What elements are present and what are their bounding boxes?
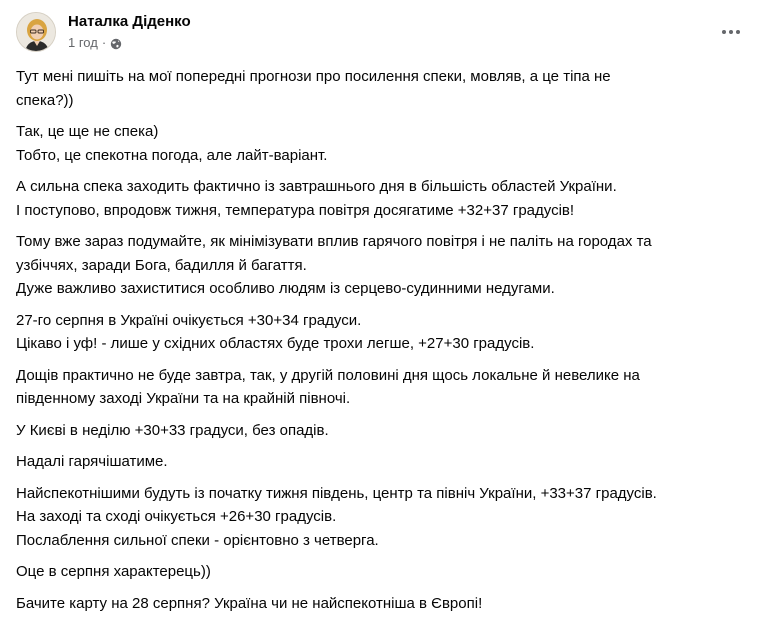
post-paragraph xyxy=(16,309,745,356)
post-line: У Києві в неділю +30+33 градуси, без опадів. xyxy=(16,421,329,439)
post-paragraph xyxy=(16,175,745,222)
post-paragraph xyxy=(16,482,745,553)
post-line: Надалі гарячішатиме. xyxy=(16,453,168,470)
post-line: південному заході України та на крайній півночі. xyxy=(16,390,351,407)
post-line: На заході та сході очікується +26+30 градусів. xyxy=(16,508,337,525)
post-line: спека?)) xyxy=(16,91,74,109)
meta-separator: · xyxy=(101,35,107,50)
more-options-button[interactable] xyxy=(717,18,745,46)
post-line: І поступово, впродовж тижня, температура повітря досягатиме +32+37 градусів! xyxy=(16,201,575,219)
post-line: Послаблення сильної спеки - орієнтовно з четверга. xyxy=(16,531,379,549)
post-line: 27-го серпня в Україні очікується +30+34 градуси. xyxy=(16,311,362,329)
author-name[interactable]: Наталка Діденко xyxy=(68,13,191,30)
post-paragraph xyxy=(16,560,745,584)
post-line: Цікаво і уф! - лише у східних областях буде трохи легше, +27+30 градусів. xyxy=(16,335,535,352)
post-header xyxy=(16,12,745,56)
post-line: Тут мені пишіть на мої попередні прогнози про посилення спеки, мовляв, а це тіпа не xyxy=(16,68,611,85)
post-line: Тобто, це спекотна погода, але лайт-варіант. xyxy=(16,146,328,164)
avatar-photo xyxy=(17,13,56,52)
post-line: Найспекотнішими будуть із початку тижня південь, центр та північ України, +33+37 градусів. xyxy=(16,484,657,502)
post-line: Дуже важливо захиститися особливо людям із серцево-судинними недугами. xyxy=(16,280,555,297)
post-time[interactable]: 1 год xyxy=(68,35,98,50)
avatar[interactable] xyxy=(16,12,56,52)
post-line: Дощів практично не буде завтра, так, у другій половині дня щось локальне й невелике на xyxy=(16,366,640,384)
post-line: А сильна спека заходить фактично із завтрашнього дня в більшість областей України. xyxy=(16,178,617,195)
post-line: Тому вже зараз подумайте, як мінімізувати вплив гарячого повітря і не паліть на городах та xyxy=(16,233,652,250)
post-paragraph xyxy=(16,419,745,443)
post-paragraph xyxy=(16,592,745,616)
post-paragraph xyxy=(16,450,745,474)
post-line: Оце в серпня характерець)) xyxy=(16,563,211,580)
post-line: Так, це ще не спека) xyxy=(16,123,159,140)
post-line: Бачите карту на 28 серпня? Україна чи не найспекотніша в Європі! xyxy=(16,594,483,612)
globe-icon[interactable] xyxy=(110,37,122,49)
post-paragraph xyxy=(16,65,745,112)
post-paragraph xyxy=(16,364,745,411)
more-options-icon xyxy=(721,29,741,35)
post-meta xyxy=(68,34,122,52)
post-paragraph xyxy=(16,120,745,167)
post-line: узбіччях, заради Бога, бадилля й багаття. xyxy=(16,256,307,274)
post-text xyxy=(16,65,745,623)
post-paragraph xyxy=(16,230,745,301)
